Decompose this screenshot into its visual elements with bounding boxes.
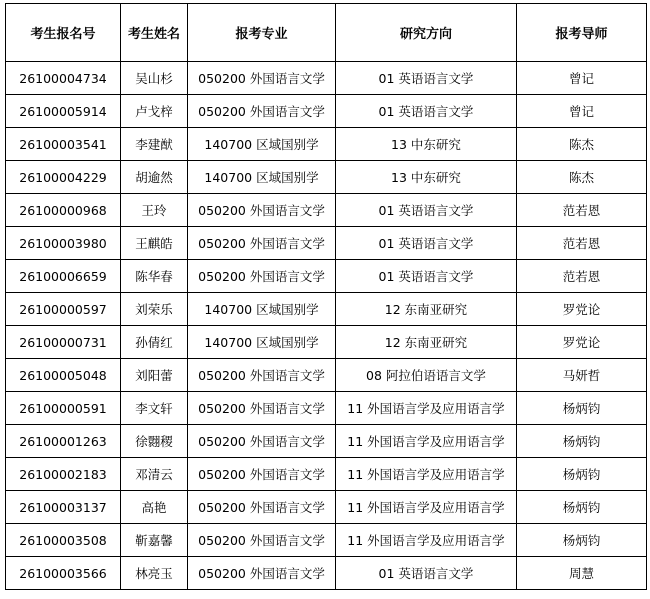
cell-registration-number: 26100003137 [6,491,121,524]
header-cell-supervisor: 报考导师 [517,4,647,62]
table-row [6,194,647,227]
cell-major: 050200 外国语言文学 [188,524,336,557]
cell-registration-number: 26100004734 [6,62,121,95]
cell-research-direction: 11 外国语言学及应用语言学 [336,491,517,524]
cell-supervisor: 马妍哲 [517,359,647,392]
table-row [6,392,647,425]
cell-major: 050200 外国语言文学 [188,194,336,227]
cell-candidate-name: 卢戈梓 [121,95,188,128]
cell-registration-number: 26100003541 [6,128,121,161]
header-cell-major: 报考专业 [188,4,336,62]
cell-registration-number: 26100000597 [6,293,121,326]
cell-supervisor: 杨炳钧 [517,458,647,491]
cell-major: 140700 区域国别学 [188,293,336,326]
cell-supervisor: 曾记 [517,95,647,128]
cell-registration-number: 26100003508 [6,524,121,557]
cell-supervisor: 范若恩 [517,227,647,260]
cell-research-direction: 11 外国语言学及应用语言学 [336,524,517,557]
table-row [6,458,647,491]
cell-major: 140700 区域国别学 [188,161,336,194]
cell-candidate-name: 李文轩 [121,392,188,425]
table-row [6,161,647,194]
cell-candidate-name: 徐翾稷 [121,425,188,458]
table-row [6,95,647,128]
cell-research-direction: 13 中东研究 [336,128,517,161]
cell-major: 140700 区域国别学 [188,128,336,161]
cell-supervisor: 罗党论 [517,293,647,326]
cell-registration-number: 26100000968 [6,194,121,227]
cell-supervisor: 杨炳钧 [517,392,647,425]
cell-major: 050200 外国语言文学 [188,458,336,491]
cell-candidate-name: 刘荣乐 [121,293,188,326]
cell-major: 050200 外国语言文学 [188,260,336,293]
cell-candidate-name: 胡逾然 [121,161,188,194]
cell-research-direction: 01 英语语言文学 [336,95,517,128]
table-row [6,326,647,359]
cell-registration-number: 26100001263 [6,425,121,458]
cell-registration-number: 26100003566 [6,557,121,590]
cell-research-direction: 13 中东研究 [336,161,517,194]
cell-registration-number: 26100000591 [6,392,121,425]
cell-major: 050200 外国语言文学 [188,425,336,458]
cell-candidate-name: 吴山杉 [121,62,188,95]
table-row [6,128,647,161]
cell-supervisor: 陈杰 [517,128,647,161]
cell-candidate-name: 王玲 [121,194,188,227]
cell-registration-number: 26100000731 [6,326,121,359]
cell-research-direction: 11 外国语言学及应用语言学 [336,458,517,491]
cell-supervisor: 周慧 [517,557,647,590]
cell-candidate-name: 邓清云 [121,458,188,491]
cell-candidate-name: 靳嘉馨 [121,524,188,557]
table-row [6,359,647,392]
cell-supervisor: 罗党论 [517,326,647,359]
table-row [6,227,647,260]
cell-research-direction: 08 阿拉伯语语言文学 [336,359,517,392]
cell-major: 050200 外国语言文学 [188,491,336,524]
cell-candidate-name: 陈华春 [121,260,188,293]
table-row [6,557,647,590]
cell-registration-number: 26100005914 [6,95,121,128]
cell-registration-number: 26100004229 [6,161,121,194]
cell-major: 050200 外国语言文学 [188,227,336,260]
table-row [6,425,647,458]
table-row [6,491,647,524]
cell-registration-number: 26100006659 [6,260,121,293]
cell-major: 050200 外国语言文学 [188,557,336,590]
table-row [6,524,647,557]
table-row [6,62,647,95]
cell-research-direction: 01 英语语言文学 [336,62,517,95]
cell-supervisor: 杨炳钧 [517,425,647,458]
cell-research-direction: 12 东南亚研究 [336,326,517,359]
table-row [6,293,647,326]
cell-major: 050200 外国语言文学 [188,95,336,128]
cell-research-direction: 11 外国语言学及应用语言学 [336,392,517,425]
cell-supervisor: 杨炳钧 [517,524,647,557]
cell-research-direction: 01 英语语言文学 [336,557,517,590]
cell-research-direction: 01 英语语言文学 [336,194,517,227]
header-cell-candidate-name: 考生姓名 [121,4,188,62]
header-cell-registration-number: 考生报名号 [6,4,121,62]
table-row [6,260,647,293]
cell-registration-number: 26100005048 [6,359,121,392]
admission-table [5,3,647,590]
cell-candidate-name: 林亮玉 [121,557,188,590]
cell-major: 050200 外国语言文学 [188,359,336,392]
cell-major: 050200 外国语言文学 [188,62,336,95]
cell-candidate-name: 李建猷 [121,128,188,161]
cell-research-direction: 12 东南亚研究 [336,293,517,326]
header-cell-research-direction: 研究方向 [336,4,517,62]
cell-supervisor: 陈杰 [517,161,647,194]
cell-research-direction: 01 英语语言文学 [336,260,517,293]
cell-candidate-name: 高艳 [121,491,188,524]
cell-supervisor: 范若恩 [517,260,647,293]
cell-research-direction: 01 英语语言文学 [336,227,517,260]
cell-registration-number: 26100003980 [6,227,121,260]
cell-major: 050200 外国语言文学 [188,392,336,425]
cell-research-direction: 11 外国语言学及应用语言学 [336,425,517,458]
cell-candidate-name: 刘阳蕾 [121,359,188,392]
cell-candidate-name: 孙倩红 [121,326,188,359]
cell-registration-number: 26100002183 [6,458,121,491]
cell-supervisor: 曾记 [517,62,647,95]
cell-major: 140700 区域国别学 [188,326,336,359]
cell-supervisor: 杨炳钧 [517,491,647,524]
cell-candidate-name: 王麒皓 [121,227,188,260]
header-row [6,4,647,62]
cell-supervisor: 范若恩 [517,194,647,227]
